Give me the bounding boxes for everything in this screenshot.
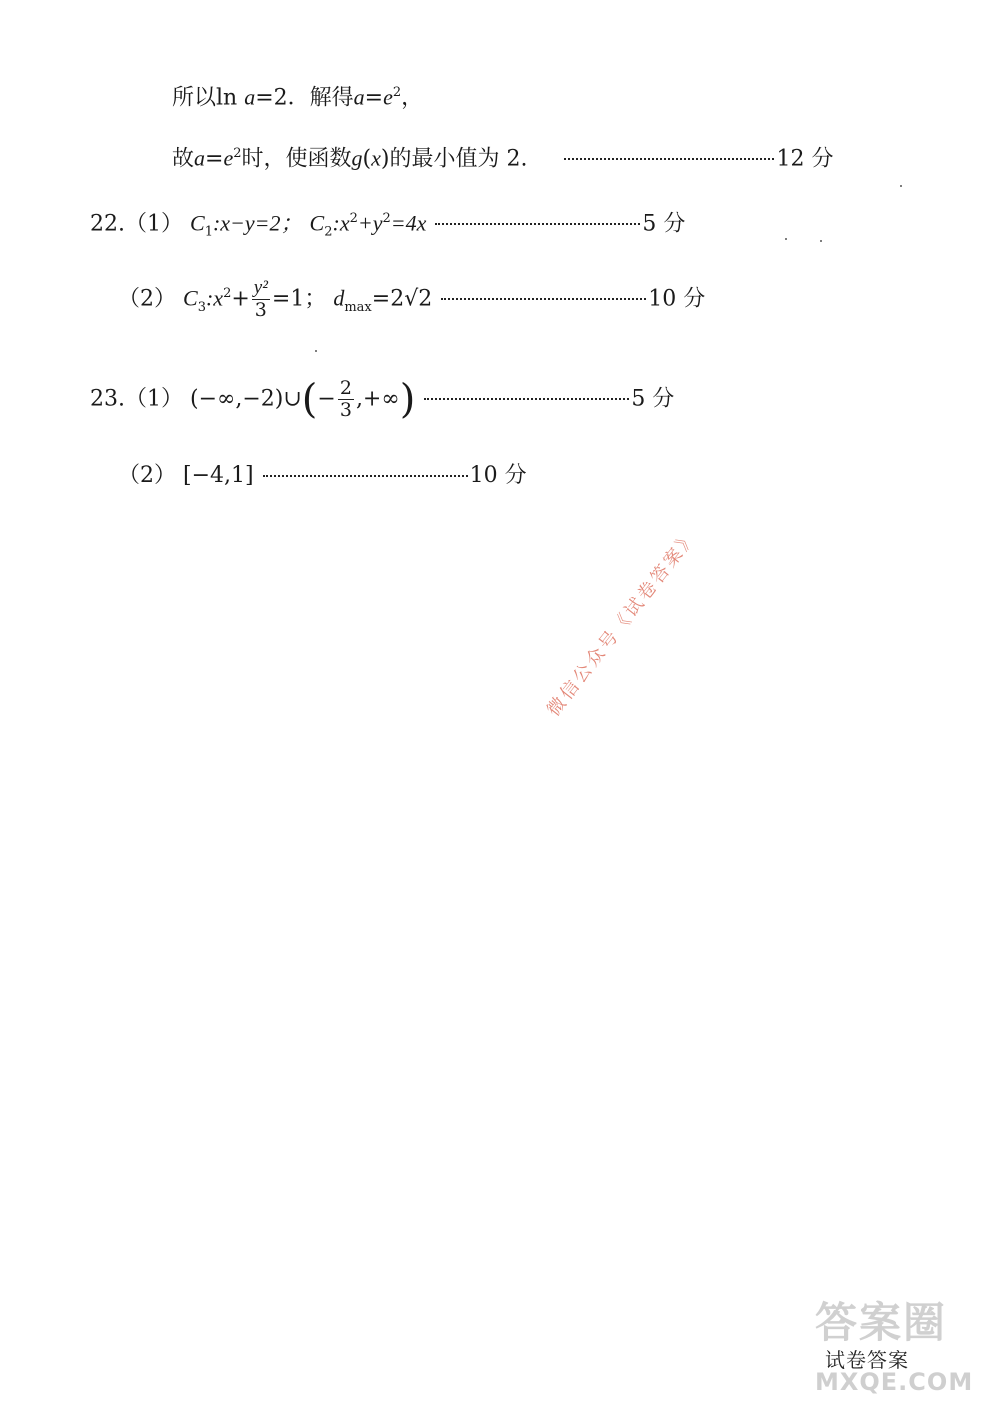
answer-22-part-2: （2） $C_3:x^2+$ $\frac{\text{y²}}{3}$ =1； $d_{max}=2√2$ 10 分 <box>118 277 706 321</box>
logo-subtitle: 试卷答案 <box>825 1348 909 1372</box>
score-label: 10 分 <box>648 286 706 312</box>
site-logo <box>815 1290 975 1396</box>
logo-title: 答案圈 <box>815 1298 948 1347</box>
score-label: 10 分 <box>469 463 527 488</box>
answer-23-part-1: 23.（1） (−∞,−2)∪(− $\frac{2}{3}$ ,+∞) 5 分 <box>90 376 675 423</box>
logo-url: MXQE.COM <box>815 1368 974 1396</box>
solution-line-1: 所以ln a=2．解得$a=e^2$， <box>172 84 424 111</box>
score-leader-dots <box>263 475 468 477</box>
question-number: 23.（1） <box>90 386 183 412</box>
scan-speck <box>785 238 787 240</box>
fraction: $\frac{\text{y²}}{3}$ <box>253 277 268 321</box>
score-leader-dots <box>564 158 774 160</box>
score-label: 5 分 <box>631 386 675 412</box>
scan-speck <box>820 240 822 242</box>
score-label: 12 分 <box>776 146 834 172</box>
question-number: （2） <box>118 463 176 488</box>
answer-22-part-1: 22.（1） $C_1:x-y=2$； $C_2:x^2+y^2=4x$ 5 分 <box>90 210 686 240</box>
fraction: $\frac{2}{3}$ <box>339 377 352 421</box>
score-leader-dots <box>441 298 646 300</box>
score-label: 5 分 <box>642 211 686 237</box>
score-leader-dots <box>424 398 629 400</box>
scan-speck <box>315 350 317 352</box>
score-leader-dots <box>435 223 640 225</box>
watermark-text: 微信公众号《试卷答案》 <box>543 525 702 721</box>
solution-line-2: 故$a=e^2$时，使函数g(x)的最小值为 2. 12 分 <box>172 145 834 172</box>
answer-23-part-2: （2） [−4,1] 10 分 <box>118 463 527 488</box>
question-number: （2） <box>118 286 176 312</box>
question-number: 22.（1） <box>90 211 183 237</box>
scan-speck <box>900 185 902 187</box>
